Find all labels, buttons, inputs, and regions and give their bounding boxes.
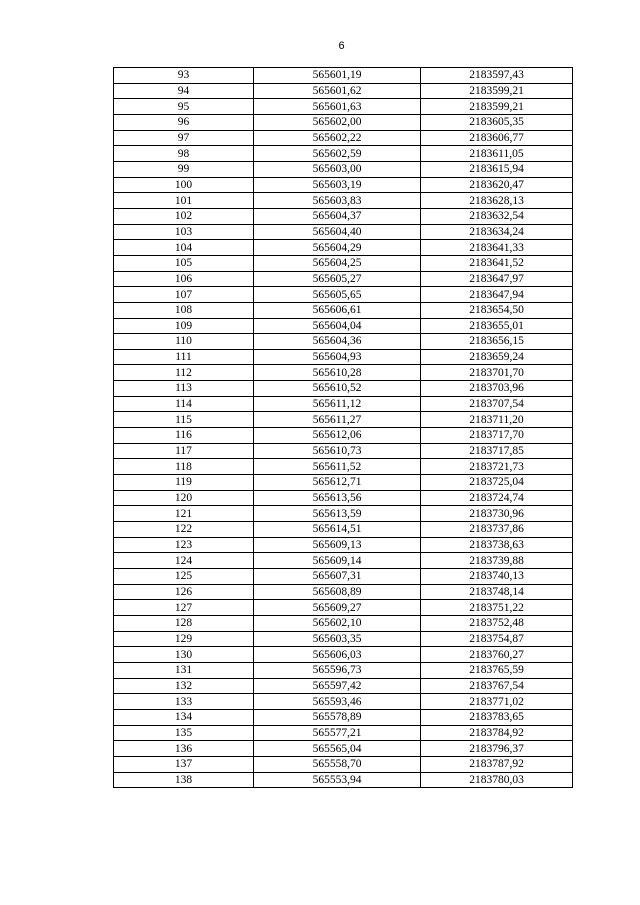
point-number-cell: 104 xyxy=(114,240,254,256)
x-coordinate-cell: 565565,04 xyxy=(254,741,421,757)
y-coordinate-cell: 2183606,77 xyxy=(421,130,573,146)
point-number-cell: 121 xyxy=(114,506,254,522)
y-coordinate-cell: 2183737,86 xyxy=(421,522,573,538)
table-row xyxy=(114,584,573,600)
y-coordinate-cell: 2183754,87 xyxy=(421,631,573,647)
table-row xyxy=(114,130,573,146)
table-row xyxy=(114,68,573,84)
table-row xyxy=(114,756,573,772)
x-coordinate-cell: 565614,51 xyxy=(254,522,421,538)
x-coordinate-cell: 565577,21 xyxy=(254,725,421,741)
point-number-cell: 101 xyxy=(114,193,254,209)
table-row xyxy=(114,522,573,538)
y-coordinate-cell: 2183787,92 xyxy=(421,756,573,772)
table-row xyxy=(114,114,573,130)
x-coordinate-cell: 565607,31 xyxy=(254,569,421,585)
y-coordinate-cell: 2183717,70 xyxy=(421,428,573,444)
x-coordinate-cell: 565596,73 xyxy=(254,662,421,678)
x-coordinate-cell: 565602,22 xyxy=(254,130,421,146)
x-coordinate-cell: 565605,27 xyxy=(254,271,421,287)
x-coordinate-cell: 565604,25 xyxy=(254,255,421,271)
point-number-cell: 137 xyxy=(114,756,254,772)
table-row xyxy=(114,208,573,224)
x-coordinate-cell: 565602,00 xyxy=(254,114,421,130)
point-number-cell: 116 xyxy=(114,428,254,444)
point-number-cell: 132 xyxy=(114,678,254,694)
y-coordinate-cell: 2183780,03 xyxy=(421,772,573,788)
y-coordinate-cell: 2183717,85 xyxy=(421,443,573,459)
y-coordinate-cell: 2183656,15 xyxy=(421,334,573,350)
table-row xyxy=(114,553,573,569)
x-coordinate-cell: 565604,37 xyxy=(254,208,421,224)
point-number-cell: 110 xyxy=(114,334,254,350)
x-coordinate-cell: 565608,89 xyxy=(254,584,421,600)
table-row xyxy=(114,506,573,522)
point-number-cell: 113 xyxy=(114,381,254,397)
y-coordinate-cell: 2183738,63 xyxy=(421,537,573,553)
table-row xyxy=(114,396,573,412)
point-number-cell: 119 xyxy=(114,475,254,491)
x-coordinate-cell: 565611,52 xyxy=(254,459,421,475)
point-number-cell: 107 xyxy=(114,287,254,303)
x-coordinate-cell: 565603,83 xyxy=(254,193,421,209)
table-row xyxy=(114,631,573,647)
x-coordinate-cell: 565602,59 xyxy=(254,146,421,162)
y-coordinate-cell: 2183659,24 xyxy=(421,349,573,365)
table-row xyxy=(114,694,573,710)
x-coordinate-cell: 565602,10 xyxy=(254,615,421,631)
x-coordinate-cell: 565605,65 xyxy=(254,287,421,303)
y-coordinate-cell: 2183739,88 xyxy=(421,553,573,569)
table-row xyxy=(114,662,573,678)
table-row xyxy=(114,600,573,616)
table-row xyxy=(114,177,573,193)
x-coordinate-cell: 565558,70 xyxy=(254,756,421,772)
x-coordinate-cell: 565609,27 xyxy=(254,600,421,616)
y-coordinate-cell: 2183632,54 xyxy=(421,208,573,224)
y-coordinate-cell: 2183760,27 xyxy=(421,647,573,663)
table-row xyxy=(114,349,573,365)
table-row xyxy=(114,83,573,99)
x-coordinate-cell: 565611,27 xyxy=(254,412,421,428)
x-coordinate-cell: 565593,46 xyxy=(254,694,421,710)
x-coordinate-cell: 565612,71 xyxy=(254,475,421,491)
point-number-cell: 133 xyxy=(114,694,254,710)
y-coordinate-cell: 2183707,54 xyxy=(421,396,573,412)
coordinates-table-body xyxy=(114,68,573,788)
table-row xyxy=(114,271,573,287)
table-row xyxy=(114,443,573,459)
point-number-cell: 99 xyxy=(114,161,254,177)
table-row xyxy=(114,302,573,318)
y-coordinate-cell: 2183725,04 xyxy=(421,475,573,491)
y-coordinate-cell: 2183703,96 xyxy=(421,381,573,397)
table-row xyxy=(114,569,573,585)
y-coordinate-cell: 2183615,94 xyxy=(421,161,573,177)
x-coordinate-cell: 565603,19 xyxy=(254,177,421,193)
table-row xyxy=(114,334,573,350)
table-row xyxy=(114,287,573,303)
y-coordinate-cell: 2183605,35 xyxy=(421,114,573,130)
y-coordinate-cell: 2183620,47 xyxy=(421,177,573,193)
point-number-cell: 129 xyxy=(114,631,254,647)
table-row xyxy=(114,647,573,663)
y-coordinate-cell: 2183611,05 xyxy=(421,146,573,162)
table-row xyxy=(114,193,573,209)
y-coordinate-cell: 2183597,43 xyxy=(421,68,573,84)
y-coordinate-cell: 2183721,73 xyxy=(421,459,573,475)
table-row xyxy=(114,459,573,475)
y-coordinate-cell: 2183740,13 xyxy=(421,569,573,585)
x-coordinate-cell: 565613,56 xyxy=(254,490,421,506)
point-number-cell: 97 xyxy=(114,130,254,146)
x-coordinate-cell: 565601,62 xyxy=(254,83,421,99)
y-coordinate-cell: 2183784,92 xyxy=(421,725,573,741)
y-coordinate-cell: 2183647,97 xyxy=(421,271,573,287)
y-coordinate-cell: 2183730,96 xyxy=(421,506,573,522)
y-coordinate-cell: 2183796,37 xyxy=(421,741,573,757)
x-coordinate-cell: 565610,52 xyxy=(254,381,421,397)
x-coordinate-cell: 565610,73 xyxy=(254,443,421,459)
y-coordinate-cell: 2183771,02 xyxy=(421,694,573,710)
table-row xyxy=(114,412,573,428)
x-coordinate-cell: 565611,12 xyxy=(254,396,421,412)
point-number-cell: 95 xyxy=(114,99,254,115)
y-coordinate-cell: 2183641,33 xyxy=(421,240,573,256)
y-coordinate-cell: 2183647,94 xyxy=(421,287,573,303)
x-coordinate-cell: 565578,89 xyxy=(254,709,421,725)
point-number-cell: 125 xyxy=(114,569,254,585)
point-number-cell: 100 xyxy=(114,177,254,193)
point-number-cell: 106 xyxy=(114,271,254,287)
x-coordinate-cell: 565604,36 xyxy=(254,334,421,350)
table-row xyxy=(114,255,573,271)
point-number-cell: 112 xyxy=(114,365,254,381)
y-coordinate-cell: 2183765,59 xyxy=(421,662,573,678)
y-coordinate-cell: 2183752,48 xyxy=(421,615,573,631)
y-coordinate-cell: 2183599,21 xyxy=(421,99,573,115)
x-coordinate-cell: 565606,61 xyxy=(254,302,421,318)
point-number-cell: 128 xyxy=(114,615,254,631)
table-row xyxy=(114,475,573,491)
table-row xyxy=(114,161,573,177)
point-number-cell: 118 xyxy=(114,459,254,475)
point-number-cell: 117 xyxy=(114,443,254,459)
y-coordinate-cell: 2183748,14 xyxy=(421,584,573,600)
point-number-cell: 135 xyxy=(114,725,254,741)
table-row xyxy=(114,678,573,694)
point-number-cell: 105 xyxy=(114,255,254,271)
point-number-cell: 102 xyxy=(114,208,254,224)
x-coordinate-cell: 565609,13 xyxy=(254,537,421,553)
table-row xyxy=(114,240,573,256)
table-row xyxy=(114,615,573,631)
point-number-cell: 94 xyxy=(114,83,254,99)
point-number-cell: 127 xyxy=(114,600,254,616)
point-number-cell: 131 xyxy=(114,662,254,678)
x-coordinate-cell: 565603,00 xyxy=(254,161,421,177)
y-coordinate-cell: 2183599,21 xyxy=(421,83,573,99)
point-number-cell: 109 xyxy=(114,318,254,334)
y-coordinate-cell: 2183783,65 xyxy=(421,709,573,725)
point-number-cell: 120 xyxy=(114,490,254,506)
table-row xyxy=(114,381,573,397)
point-number-cell: 115 xyxy=(114,412,254,428)
table-row xyxy=(114,709,573,725)
point-number-cell: 134 xyxy=(114,709,254,725)
y-coordinate-cell: 2183634,24 xyxy=(421,224,573,240)
point-number-cell: 123 xyxy=(114,537,254,553)
point-number-cell: 114 xyxy=(114,396,254,412)
table-row xyxy=(114,537,573,553)
y-coordinate-cell: 2183654,50 xyxy=(421,302,573,318)
x-coordinate-cell: 565604,29 xyxy=(254,240,421,256)
table-row xyxy=(114,725,573,741)
point-number-cell: 98 xyxy=(114,146,254,162)
y-coordinate-cell: 2183628,13 xyxy=(421,193,573,209)
x-coordinate-cell: 565613,59 xyxy=(254,506,421,522)
point-number-cell: 126 xyxy=(114,584,254,600)
x-coordinate-cell: 565612,06 xyxy=(254,428,421,444)
point-number-cell: 138 xyxy=(114,772,254,788)
table-row xyxy=(114,428,573,444)
table-row xyxy=(114,99,573,115)
x-coordinate-cell: 565604,04 xyxy=(254,318,421,334)
point-number-cell: 122 xyxy=(114,522,254,538)
x-coordinate-cell: 565597,42 xyxy=(254,678,421,694)
coordinates-table xyxy=(113,67,573,788)
y-coordinate-cell: 2183655,01 xyxy=(421,318,573,334)
point-number-cell: 111 xyxy=(114,349,254,365)
y-coordinate-cell: 2183641,52 xyxy=(421,255,573,271)
table-row xyxy=(114,772,573,788)
point-number-cell: 103 xyxy=(114,224,254,240)
table-row xyxy=(114,224,573,240)
point-number-cell: 93 xyxy=(114,68,254,84)
table-row xyxy=(114,146,573,162)
y-coordinate-cell: 2183724,74 xyxy=(421,490,573,506)
x-coordinate-cell: 565610,28 xyxy=(254,365,421,381)
table-row xyxy=(114,490,573,506)
y-coordinate-cell: 2183767,54 xyxy=(421,678,573,694)
y-coordinate-cell: 2183701,70 xyxy=(421,365,573,381)
x-coordinate-cell: 565553,94 xyxy=(254,772,421,788)
page-number: 6 xyxy=(338,40,345,52)
table-row xyxy=(114,365,573,381)
table-row xyxy=(114,741,573,757)
point-number-cell: 108 xyxy=(114,302,254,318)
y-coordinate-cell: 2183751,22 xyxy=(421,600,573,616)
x-coordinate-cell: 565606,03 xyxy=(254,647,421,663)
y-coordinate-cell: 2183711,20 xyxy=(421,412,573,428)
point-number-cell: 136 xyxy=(114,741,254,757)
x-coordinate-cell: 565604,40 xyxy=(254,224,421,240)
x-coordinate-cell: 565603,35 xyxy=(254,631,421,647)
point-number-cell: 96 xyxy=(114,114,254,130)
table-row xyxy=(114,318,573,334)
point-number-cell: 124 xyxy=(114,553,254,569)
point-number-cell: 130 xyxy=(114,647,254,663)
x-coordinate-cell: 565601,19 xyxy=(254,68,421,84)
x-coordinate-cell: 565604,93 xyxy=(254,349,421,365)
x-coordinate-cell: 565609,14 xyxy=(254,553,421,569)
x-coordinate-cell: 565601,63 xyxy=(254,99,421,115)
